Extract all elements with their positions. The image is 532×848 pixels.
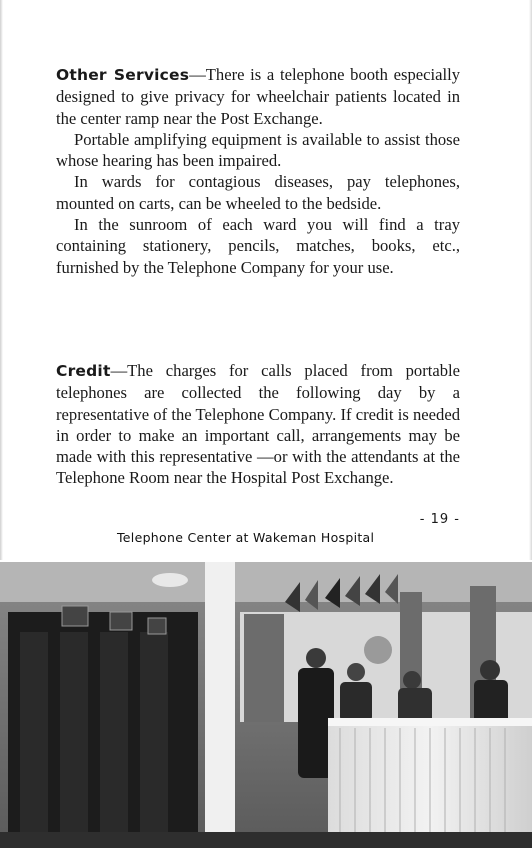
page-edge-left (0, 0, 3, 560)
counter-top (328, 718, 532, 726)
booth-door (60, 632, 88, 832)
photo-floor (0, 832, 532, 848)
booth-door (140, 632, 168, 832)
curtain (244, 614, 284, 722)
credit-paragraph (56, 360, 460, 489)
booth-door (20, 632, 48, 832)
credit-section (56, 360, 460, 489)
other-services-paragraph-4: In the sunroom of each ward you will find a tray containing stationery, pencils, matches, books, etc., furnished by the Telephone Company for your use. (56, 215, 460, 277)
wall-frame-icon (110, 612, 132, 630)
photo-illustration (0, 562, 532, 848)
other-services-heading: Other Services (56, 66, 190, 84)
ceiling-lamp-icon (152, 573, 188, 587)
other-services-paragraph-1 (56, 64, 460, 129)
credit-heading: Credit (56, 362, 111, 380)
booth-door (100, 632, 128, 832)
other-services-p1-text: There is a telephone booth especially designed to give privacy for wheelchair patients located in the center ramp near the Post Exchange. (56, 65, 460, 128)
flowers-icon (364, 636, 392, 664)
other-services-paragraph-2: Portable amplifying equipment is available to assist those whose hearing has been impaired. (56, 129, 460, 171)
wall-frame-icon (148, 618, 166, 634)
telephone-center-photo (0, 562, 532, 848)
wall-frame-icon (62, 606, 88, 626)
other-services-dash: — (189, 65, 206, 84)
photo-caption: Telephone Center at Wakeman Hospital (117, 530, 375, 545)
photo-ceiling (0, 562, 532, 602)
center-column (205, 562, 235, 848)
credit-p1-text: The charges for calls placed from portable telephones are collected the following day by a representative of the Telephone Company. If credit is needed in order to make an important call, arrangements may be made with this representative —or with the attendants at the Telephone Room near the Hospital Post Exchange. (56, 361, 460, 488)
page-number: - 19 - (419, 512, 460, 527)
credit-dash: — (110, 361, 128, 380)
other-services-section (56, 64, 460, 278)
other-services-paragraph-3: In wards for contagious diseases, pay telephones, mounted on carts, can be wheeled to the bedside. (56, 172, 460, 213)
